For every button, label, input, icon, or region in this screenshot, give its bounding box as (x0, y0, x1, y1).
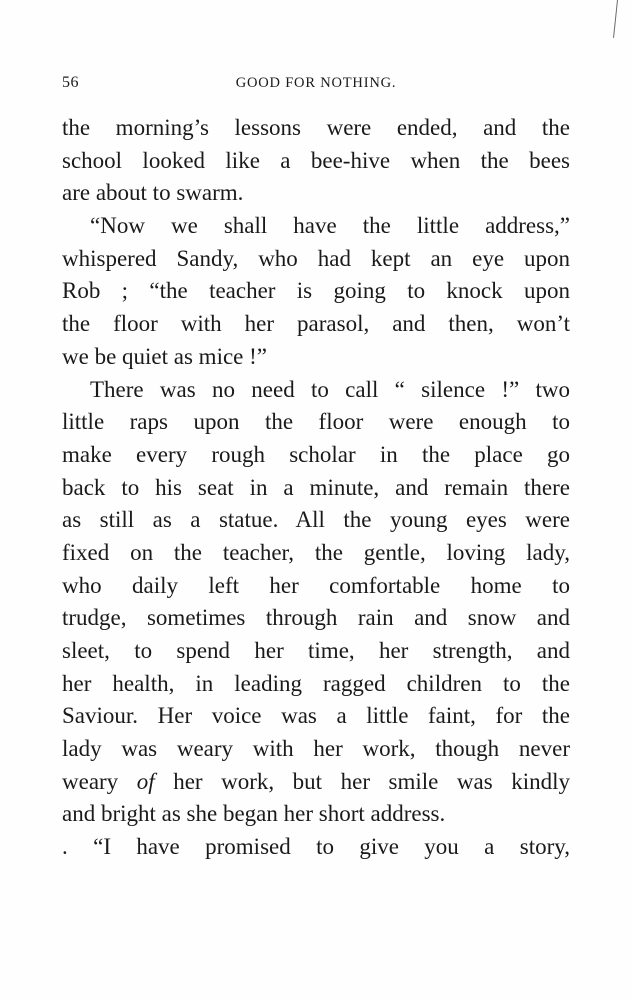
text-line: we be quiet as mice !” (62, 343, 267, 369)
text-line: as still as a statue. All the young eyes were (62, 507, 570, 533)
text-line: and bright as she began her short address. (62, 801, 446, 827)
text-line: sleet, to spend her time, her strength, and (62, 638, 570, 663)
text-line: Rob ; “the teacher is going to knock upon (62, 278, 570, 304)
page-number: 56 (62, 74, 79, 91)
text-line: Saviour. Her voice was a little faint, for the (62, 703, 570, 729)
text-line: are about to swarm. (62, 180, 244, 206)
text-line: fixed on the teacher, the gentle, loving lady, (62, 539, 570, 565)
italic-word: of (136, 768, 155, 794)
text-line: the morning’s lessons were ended, and the (62, 115, 570, 140)
running-title: GOOD FOR NOTHING. (235, 75, 397, 91)
text-line: “Now we shall have the little address,” (90, 213, 570, 239)
text-line: who daily left her comfortable home to (62, 572, 570, 598)
text-line: the floor with her parasol, and then, won’t (62, 311, 570, 337)
page-edge-mark (613, 0, 618, 38)
text-line: trudge, sometimes through rain and snow and (62, 605, 570, 631)
body-text (62, 112, 570, 864)
text-run: her work, but her smile was kindly (154, 768, 571, 794)
text-line: . “I have promised to give you a story, (62, 834, 570, 860)
text-line: back to his seat in a minute, and remain there (62, 474, 570, 500)
text-line: lady was weary with her work, though never (62, 736, 570, 762)
text-line: school looked like a bee-hive when the bees (62, 147, 570, 173)
text-line: little raps upon the floor were enough to (62, 409, 570, 435)
text-line: There was no need to call “ silence !” two (90, 376, 570, 402)
text-line: make every rough scholar in the place go (62, 441, 570, 467)
text-line-with-italic (62, 766, 570, 799)
text-line: her health, in leading ragged children to the (62, 670, 570, 696)
running-head (62, 74, 570, 96)
text-line: whispered Sandy, who had kept an eye upon (62, 245, 570, 271)
text-run: weary (62, 768, 137, 794)
